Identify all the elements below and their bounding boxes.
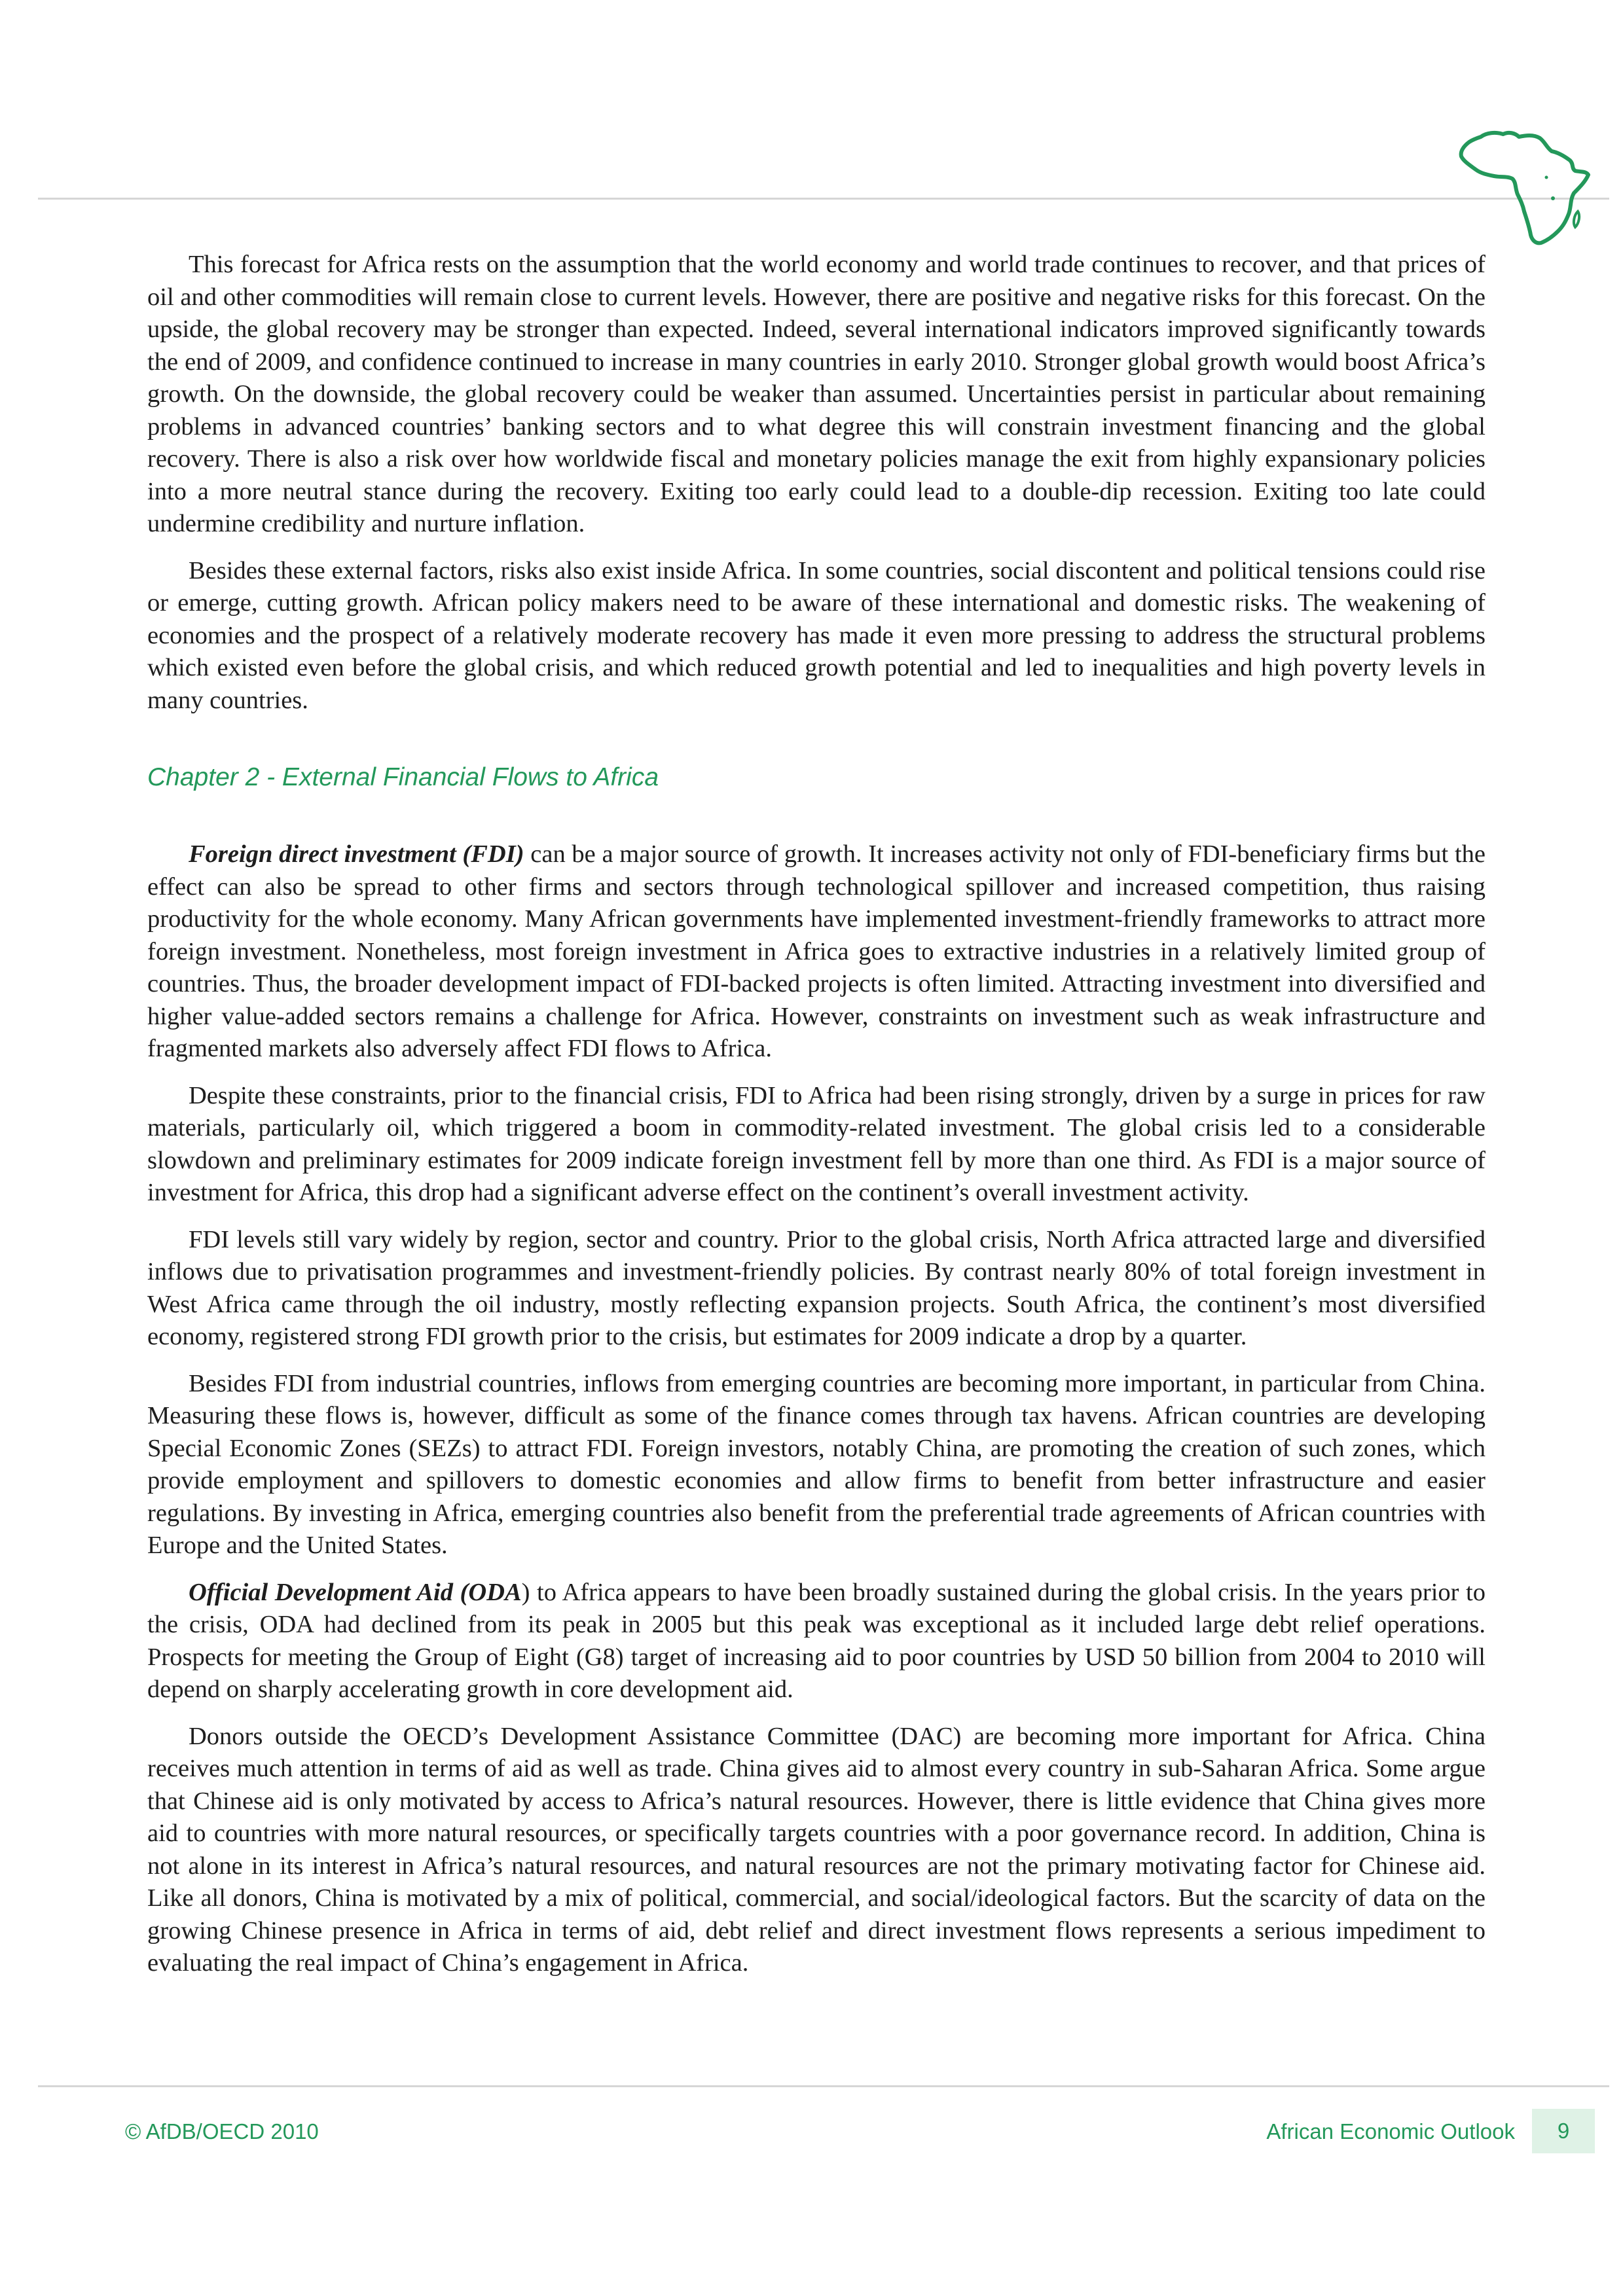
footer-divider [38, 2085, 1609, 2087]
main-content [147, 249, 1486, 1994]
oda-text: ) to Africa appears to have been broadly sustained during the global crisis. In the years prior to the crisis, ODA had declined from its peak in 2005 but this peak was exceptional as it included large debt relief operations. Prospects for meeting the Group of Eight (G8) target of increasing aid to poor countries by USD 50 billion from 2004 to 2010 will depend on sharply accelerating growth in core development aid. [147, 1578, 1486, 1703]
page-number [1532, 2109, 1595, 2153]
paragraph-internal-risks: Besides these external factors, risks also exist inside Africa. In some countries, social discontent and political tensions could rise or emerge, cutting growth. African policy makers need to be aware of these international and domestic risks. The weakening of economies and the prospect of a relatively moderate recovery has made it even more pressing to address the structural problems which existed even before the global crisis, and which reduced growth potential and led to inequalities and high poverty levels in many countries. [147, 556, 1486, 714]
oda-lead-term: Official Development Aid (ODA [189, 1578, 522, 1606]
paragraph-dac-china: Donors outside the OECD’s Development Assistance Committee (DAC) are becoming more important for Africa. China receives much attention in terms of aid as well as trade. China gives aid to almost every country in sub-Saharan Africa. Some argue that Chinese aid is only motivated by access to Africa’s natural resources. However, there is little evidence that China gives more aid to countries with more natural resources, or specifically targets countries with a poor governance record. In addition, China is not alone in its interest in Africa’s natural resources, and natural resources are not the primary motivating factor for Chinese aid. Like all donors, China is motivated by a mix of political, commercial, and social/ideological factors. But the scarcity of data on the growing Chinese presence in Africa in terms of aid, debt relief and direct investment flows represents a serious impediment to evaluating the real impact of China’s engagement in Africa. [147, 1722, 1486, 1977]
chapter-heading: Chapter 2 - External Financial Flows to Africa [147, 763, 659, 791]
paragraph-forecast-risks: This forecast for Africa rests on the assumption that the world economy and world trade continues to recover, and that prices of oil and other commodities will remain close to current levels. However, there are positive and negative risks for this forecast. On the upside, the global recovery may be stronger than expected. Indeed, several international indicators improved significantly towards the end of 2009, and confidence continued to increase in many countries in early 2010. Stronger global growth would boost Africa’s growth. On the downside, the global recovery could be weaker than assumed. Uncertainties persist in particular about remaining problems in advanced countries’ banking sectors and to what degree this will constrain investment financing and the global recovery. There is also a risk over how worldwide fiscal and monetary policies manage the exit from highly expansionary policies into a more neutral stance during the recovery. Exiting too early could lead to a double-dip recession. Exiting too late could undermine credibility and nurture inflation. [147, 251, 1486, 537]
footer-copyright: © AfDB/OECD 2010 [125, 2119, 319, 2144]
publication-title: African Economic Outlook [1266, 2119, 1515, 2144]
paragraph-fdi-regions: FDI levels still vary widely by region, sector and country. Prior to the global crisis, North Africa attracted large and diversified inflows due to privatisation programmes and investment-friendly policies. By contrast nearly 80% of total foreign investment in West Africa came through the oil industry, mostly reflecting expansion projects. South Africa, the continent’s most diversified economy, registered strong FDI growth prior to the crisis, but estimates for 2009 indicate a drop by a quarter. [147, 1225, 1486, 1350]
footer-publication-title [1266, 2119, 1515, 2144]
header-divider [38, 198, 1609, 200]
paragraph-fdi-crisis: Despite these constraints, prior to the financial crisis, FDI to Africa had been rising strongly, driven by a surge in prices for raw materials, particularly oil, which triggered a boom in commodity-related investment. The global crisis led to a considerable slowdown and preliminary estimates for 2009 indicate foreign investment fell by more than one third. As FDI is a major source of investment for Africa, this drop had a significant adverse effect on the continent’s overall investment activity. [147, 1081, 1486, 1206]
page-number-value: 9 [1557, 2119, 1570, 2143]
fdi-intro-text: can be a major source of growth. It increases activity not only of FDI-beneficiary firms but the effect can also be spread to other firms and sectors through technological spillover and increased competition, thus raising productivity for the whole economy. Many African governments have implemented investment-friendly frameworks to attract more foreign investment. Nonetheless, most foreign investment in Africa goes to extractive industries in a relatively limited group of countries. Thus, the broader development impact of FDI-backed projects is often limited. Attracting investment into diversified and higher value-added sectors remains a challenge for Africa. However, constraints on investment such as weak infrastructure and fragmented markets also adversely affect FDI flows to Africa. [147, 840, 1486, 1062]
paragraph-fdi-intro [147, 838, 1486, 1066]
fdi-lead-term: Foreign direct investment (FDI) [189, 840, 524, 868]
africa-map-icon [1455, 128, 1592, 252]
paragraph-oda [147, 1577, 1486, 1706]
paragraph-fdi-emerging: Besides FDI from industrial countries, inflows from emerging countries are becoming more important, in particular from China. Measuring these flows is, however, difficult as some of the finance comes through tax havens. African countries are developing Special Economic Zones (SEZs) to attract FDI. Foreign investors, notably China, are promoting the creation of such zones, which provide employment and spillovers to domestic economies and allow firms to benefit from better infrastructure and easier regulations. By investing in Africa, emerging countries also benefit from the preferential trade agreements of African countries with Europe and the United States. [147, 1369, 1486, 1559]
